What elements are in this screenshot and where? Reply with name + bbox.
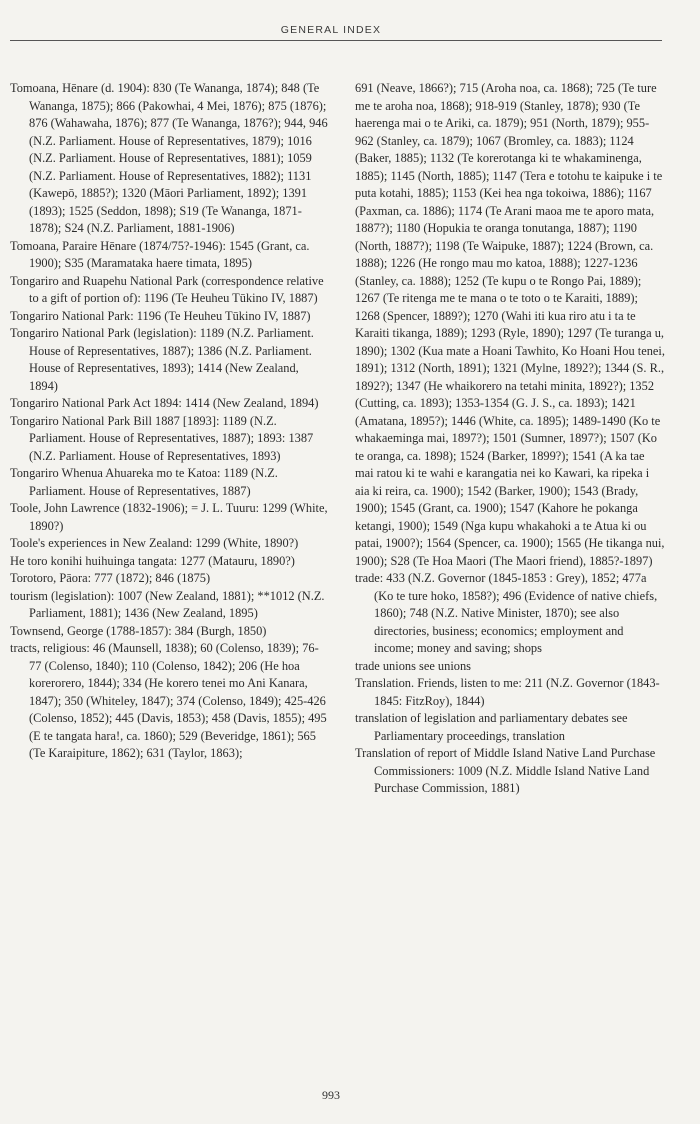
index-entry: Tomoana, Hēnare (d. 1904): 830 (Te Wananga, 1874); 848 (Te Wananga, 1875); 866 (Pakowhai, 4 Mei, 1876); 875 (1876); 876 (Wahawaha, 1876); 877 (Te Wananga, 1876?); 944, 946 (N.Z. Parliament. House of Representatives, 1879); 1016 (N.Z. Parliament. House of Representatives, 1881); 1059 (N.Z. Parliament. House of Representatives, 1882); 1131 (Kawepō, 1885?); 1320 (Māori Parliament, 1892); 1391 (1893); 1525 (Seddon, 1898); S19 (Te Wananga, 1871-1878); S24 (N.Z. Parliament, 1881-1906)	[10, 81, 328, 235]
index-entry: Tongariro National Park Bill 1887 [1893]: 1189 (N.Z. Parliament. House of Representatives, 1887); 1893: 1387 (N.Z. Parliament. House of Representatives, 1893)	[10, 413, 314, 463]
index-entry: Tongariro Whenua Ahuareka mo te Katoa: 1189 (N.Z. Parliament. House of Representatives, 1887)	[10, 466, 278, 498]
running-header: GENERAL INDEX	[280, 24, 382, 36]
index-entry-continued: 691 (Neave, 1866?); 715 (Aroha noa, ca. 1868); 725 (Te ture me te aroha noa, 1868); 918-919 (Stanley, 1878); 930 (Te haerenga mai o te Ariki, ca. 1879); 951 (North, 1879); 955-962 (Stanley, ca. 1879); 1067 (Bromley, ca. 1883); 1124 (Baker, 1885); 1132 (Te korerotanga ki te whakaminenga, 1885); 1145 (North, 1885); 1147 (Tera e totohu te kaipuke i te puta kotahi, 1885); 1153 (Kei hea nga tokoiwa, 1886); 1167 (Paxman, ca. 1886); 1174 (Te Arani maoa me te aporo mata, 1887?); 1180 (Hopukia te oranga tonutanga, 1887); 1190 (North, 1887?); 1198 (Te Waipuke, 1887); 1224 (Brown, ca. 1888); 1226 (He rongo mau mo katoa, 1888); 1227-1236 (Stanley, ca. 1888); 1252 (Te kupu o te Rongo Pai, 1889); 1267 (Te ritenga me te mana o te toto o te Karaiti, 1889); 1268 (Spencer, 1889?); 1270 (Wahi iti kua riro atu i ta te Karaiti tikanga, 1889); 1293 (Ryle, 1890); 1297 (Te turanga u, 1890); 1302 (Kua mate a Hoani Tawhito, Ko Hoani Hou tenei, 1891); 1312 (North, 1891); 1321 (Mylne, 1892?); 1344 (S. R., 1892?); 1347 (He whaikorero na tetahi minita, 1892?); 1352 (Cutting, ca. 1893); 1353-1354 (G. J. S., ca. 1893); 1421 (Amatana, 1895?); 1446 (White, ca. 1895); 1489-1490 (Ko te whakaeminga mai, 1897?); 1501 (Sumner, 1897?); 1507 (Ko te oranga, ca. 1898); 1524 (Barker, 1899?); 1541 (A ka tae mai ratou ki te wahi e karangatia nei ko Kawari, ka ripeka i aia ki reira, ca. 1900); 1542 (Barker, 1900); 1543 (Brady, 1900); 1545 (Grant, ca. 1900); 1547 (Kahore he pokanga ketangi, 1900); 1549 (Nga kupu whakahoki a te Atua ki ou patai, 1900?); 1564 (Spencer, ca. 1900); 1565 (He tikanga nui, 1900); S28 (Te Hoa Maori (The Maori friend), 1885?-1897)	[355, 81, 665, 568]
page-number: 993	[322, 1088, 340, 1102]
index-entry: tracts, religious: 46 (Maunsell, 1838); 60 (Colenso, 1839); 76-77 (Colenso, 1840); 110 (Colenso, 1842); 206 (He hoa korerorero, 1844); 334 (He korero tenei mo Ani Kanara, 1847); 350 (Whiteley, 1847); 374 (Colenso, 1849); 425-426 (Colenso, 1852); 445 (Davis, 1853); 458 (Davis, 1855); 495 (E te tangata hara!, ca. 1860); 529 (Beveridge, 1861); 565 (Te Karaipiture, 1862); 631 (Taylor, 1863);	[10, 641, 327, 760]
index-entry: Townsend, George (1788-1857): 384 (Burgh, 1850)	[10, 623, 267, 638]
index-column-right	[355, 80, 665, 798]
index-column-left	[10, 80, 330, 763]
index-entry: tourism (legislation): 1007 (New Zealand, 1881); **1012 (N.Z. Parliament, 1881); 1436 (New Zealand, 1895)	[10, 588, 325, 620]
index-entry: Translation. Friends, listen to me: 211 (N.Z. Governor (1843-1845: FitzRoy), 1844)	[355, 676, 660, 708]
index-entry: Tongariro and Ruapehu National Park (correspondence relative to a gift of portion of): 1196 (Te Heuheu Tūkino IV, 1887)	[10, 273, 324, 305]
index-entry: Tongariro National Park: 1196 (Te Heuheu Tūkino IV, 1887)	[10, 308, 311, 323]
index-entry: Translation of report of Middle Island Native Land Purchase Commissioners: 1009 (N.Z. Middle Island Native Land Purchase Commission, 1881)	[355, 746, 656, 795]
index-entry: translation of legislation and parliamentary debates see Parliamentary proceedings, translation	[355, 711, 628, 743]
index-entry: Tomoana, Paraire Hēnare (1874/75?-1946): 1545 (Grant, ca. 1900); S35 (Maramataka haere timata, 1895)	[10, 238, 310, 270]
index-entry: Torotoro, Pāora: 777 (1872); 846 (1875)	[10, 571, 211, 585]
index-entry: trade unions see unions	[355, 658, 471, 673]
index-entry: trade: 433 (N.Z. Governor (1845-1853 : Grey), 1852; 477a (Ko te ture hoko, 1858?); 496 (Evidence of native chiefs, 1860); 748 (N.Z. Native Minister, 1870); see also directories, business; economics; employment and income; money and saving; shops	[355, 571, 658, 655]
index-entry: Tongariro National Park Act 1894: 1414 (New Zealand, 1894)	[10, 396, 319, 410]
header-rule	[10, 40, 662, 41]
index-entry: Toole's experiences in New Zealand: 1299 (White, 1890?)	[10, 536, 299, 550]
index-entry: He toro konihi huihuinga tangata: 1277 (Matauru, 1890?)	[10, 553, 295, 568]
index-entry: Toole, John Lawrence (1832-1906); = J. L. Tuuru: 1299 (White, 1890?)	[10, 501, 328, 533]
index-entry: Tongariro National Park (legislation): 1189 (N.Z. Parliament. House of Representatives, 1887); 1386 (N.Z. Parliament. House of Representatives, 1893); 1414 (New Zealand, 1894)	[10, 326, 314, 393]
